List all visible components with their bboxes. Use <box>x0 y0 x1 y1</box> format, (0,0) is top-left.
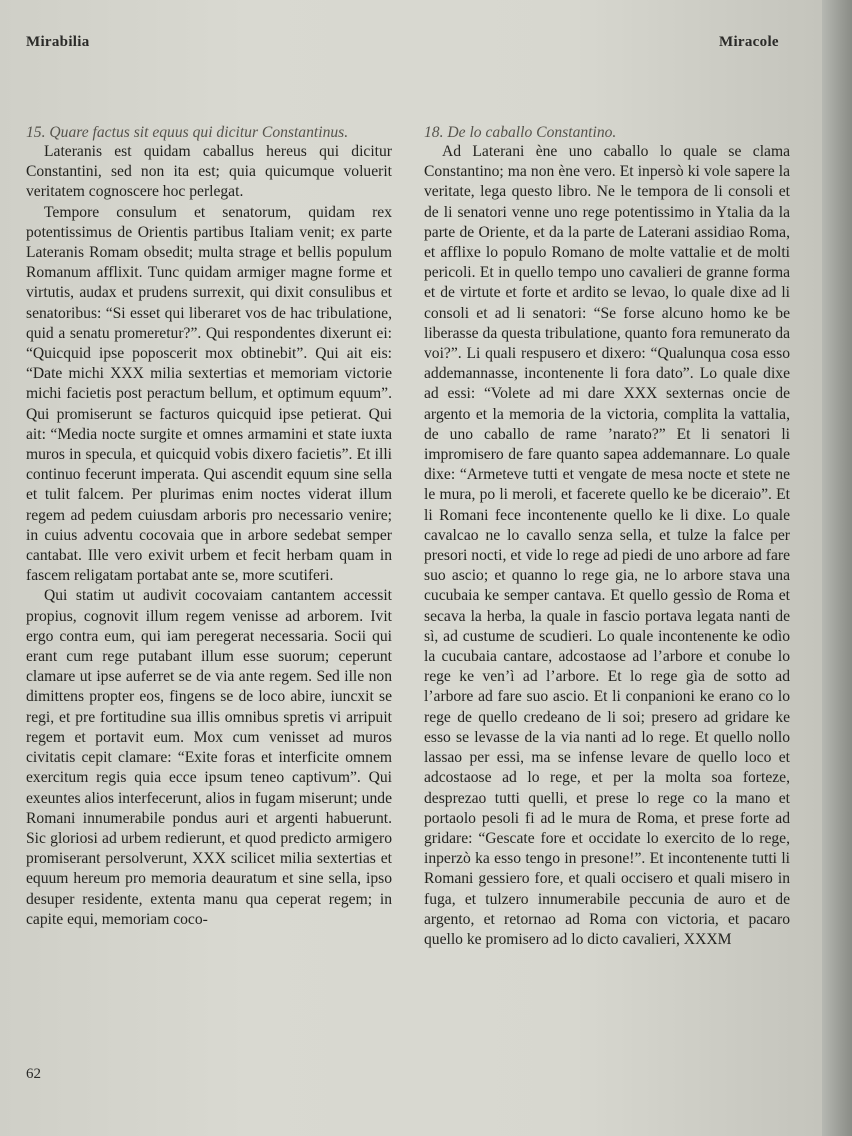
vernacular-chapter-heading: 18. De lo caballo Constantino. <box>424 124 617 141</box>
vernacular-column <box>424 124 790 950</box>
latin-chapter-heading: 15. Quare factus sit equus qui dicitur Constantinus. <box>26 124 349 141</box>
latin-column <box>26 124 392 930</box>
vernacular-paragraph-1: Ad Laterani ène uno caballo lo quale se clama Constantino; ma non ène vero. Et inpersò ki vole sapere la veritate, lega questo libro. Ne le tempora de li consoli et de li senatori venne uno rege potentissimo in Ytalia da la parte de Oriente, et da la parte de Laterani assidiao Roma, et afflixe lo populo Romano de molte vattalie et de molti pericoli. Et in quello tempo uno cavalieri de granne forma et de virtute et forte et ardito se levao, lo quale dixe ad li consoli et ad li senatori: “Se forse alcuno homo ke be liberasse da questa tribulatione, quanto fora remunerato da voi?”. Li quali respusero et dixero: “Qualunqua cosa esso addemannasse, incontenente li fora dato”. Lo quale dixe ad essi: “Volete ad mi dare XXX sexternas oncie de argento et la memoria de la victoria, complita la vattalia, de uno caballo de rame ’narato?” Et li senatori li impromisero de fare quanto sapea addemannare. Lo quale dixe: “Armeteve tutti et vengate de mesa nocte et stete ne le mura, po li meroli, et facerete quello ke be diceraio”. Et li Romani fece incontenente quello ke li dixe. Lo quale cavalcao ne lo cavallo senza sella, et tulze la falce per presori nocti, et vide lo rege ad piedi de uno arbore ad fare suo ascio; et quanno lo rege gia, ne lo arbore stava una cucubaia ke semper cantava. Et quello gessìo de Roma et secava la herba, la quale in fascio portava legata nanti de sì, ad custume de scudieri. Lo quale incontenente ke odìo la cucubaia cantare, adcostaose ad l’arbore et conube lo rege ke ven’ì ad l’arbore. Et lo rege gìa de sotto ad l’arbore ad fare suo ascio. Et li conpanioni ke erano co lo rege de quello credeano de li soi; presero ad gridare ke esso se levasse de la via nanti ad lo rege. Et quello nollo lassao per essi, ma se infense levare de quello loco et adcostaose ad lo rege, et per la molta soa forteze, desprezao tutti quelli, et prese lo rege co la mano et portaolo pesoli fi ad le mura de Roma, et prese forte ad gridare: “Gescate fore et occidate lo exercito de lo rege, inperzò ka esso tengo in presone!”. Et incontenente tutti li Romani gessiero fore, et quali occisero et quali misero in fuga, et tulzero innumerabile peccunia de auro et de argento, et retornao ad Roma con victoria, et pacaro quello ke promisero ad lo dicto cavalieri, XXXM <box>424 143 790 948</box>
latin-paragraph-1: Lateranis est quidam caballus hereus qui dicitur Constantini, sed non ita est; quia quicumque voluerit veritatem cognoscere hoc perlegat. <box>26 143 392 201</box>
page-number: 62 <box>26 1066 41 1082</box>
running-head-left: Mirabilia <box>26 34 90 50</box>
latin-paragraph-2: Tempore consulum et senatorum, quidam rex potentissimus de Orientis partibus Italiam venit; ex parte Lateranis Romam obsedit; multa strage et bellis populum Romanum afflixit. Tunc quidam armiger magne forme et virtutis, audax et prudens surrexit, qui dixit consulibus et senatoribus: “Si esset qui liberaret vos de hac tribulatione, quid a senatu promeretur?”. Qui respondentes dixerunt ei: “Quicquid ipse poposcerit mox obtinebit”. Qui ait eis: “Date michi XXX milia sextertias et memoriam victorie michi facietis post peractum bellum, et optimum equum”. Qui promiserunt se facturos quicquid ipse petierat. Qui ait: “Media nocte surgite et omnes armamini et state iuxta muros in specula, et quicquid vobis dixero facietis”. Et illi continuo fecerunt imperata. Qui ascendit equum sine sella et tulit falcem. Per plurimas enim noctes viderat illum regem ad pedem cuiusdam arboris pro necessario venire; in cuius adventu cocovaia que in arbore sedebat semper cantabat. Ille vero exivit urbem et fecit herbam quam in fascem religatam portabat ante se, more scutiferi. <box>26 203 392 585</box>
page-edge <box>822 0 852 1136</box>
latin-paragraph-3: Qui statim ut audivit cocovaiam cantantem accessit propius, cognovit illum regem venisse ad arborem. Ivit ergo contra eum, qui iam peregerat necessaria. Socii qui erant cum rege putabant illum esse suorum; ceperunt clamare ut ipse auferret se de via ante regem. Sed ille non dimittens propter eos, fingens se de loco abire, iuncxit se regi, et pre fortitudine sua illis omnibus spretis vi arripuit regem et portavit eum. Mox cum venisset ad muros civitatis cepit clamare: “Exite foras et interficite omnem exercitum regis quia ecce ipsum teneo captivum”. Qui exeuntes alios interfecerunt, alios in fugam miserunt; unde Romani innumerabile pondus auri et argenti habuerunt. Sic gloriosi ad urbem redierunt, et quod predicto armigero promiserant persolverunt, XXX scilicet milia sextertias et equum hereum pro memoria deauratum et sine sella, ipso desuper residente, extenta manu qua ceperat regem; in capite equi, memoriam coco- <box>26 587 392 928</box>
running-head-right: Miracole <box>719 34 779 50</box>
